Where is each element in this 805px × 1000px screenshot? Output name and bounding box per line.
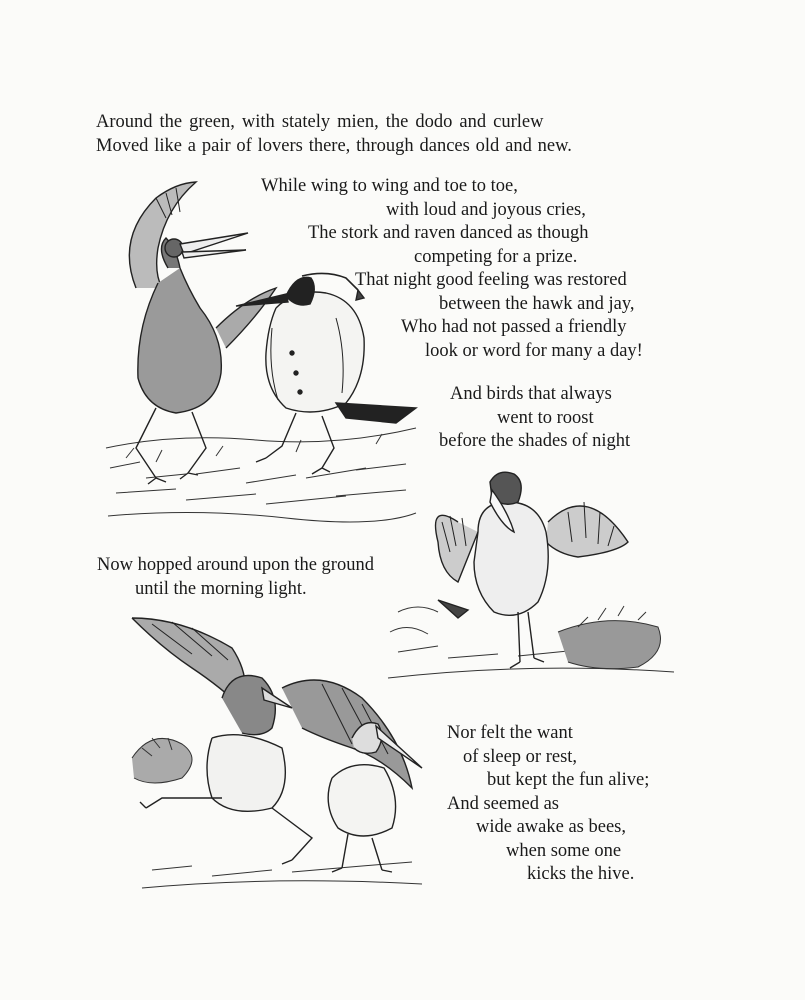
verse-line: but kept the fun alive; [487,770,650,790]
verse-line: before the shades of night [439,431,631,451]
raven-figure [236,273,416,474]
verse-line: Who had not passed a friendly [401,317,627,337]
verse-line: While wing to wing and toe to toe, [261,176,518,196]
stork-figure [129,182,276,484]
verse-line: of sleep or rest, [463,746,578,767]
verse-line: until the morning light. [135,578,307,599]
verse-line: Now hopped around upon the ground [97,555,374,575]
dancing-pair-illustration [122,608,434,898]
ground-hatching [106,428,416,522]
stanza-1 [96,111,572,158]
verse-line: when some one [506,840,622,861]
verse-line: That night good feeling was restored [355,270,627,290]
verse-line: Around the green, with stately mien, the dodo and curlew [96,112,544,132]
verse-line: wide awake as bees, [476,817,626,837]
verse-line: kicks the hive. [527,864,635,884]
verse-line: The stork and raven danced as though [308,223,589,243]
verse-line: Nor felt the want [447,723,573,743]
verse-line: look or word for many a day! [425,340,643,361]
verse-line: between the hawk and jay, [439,293,635,314]
verse-line: competing for a prize. [414,246,578,267]
verse-line: Moved like a pair of lovers there, through dances old and new. [96,135,572,156]
verse-line: with loud and joyous cries, [386,199,586,220]
verse-line: went to roost [497,407,594,428]
stork-and-raven-illustration [96,178,422,543]
verse-line: And seemed as [447,793,559,814]
verse-line: And birds that always [450,384,612,404]
